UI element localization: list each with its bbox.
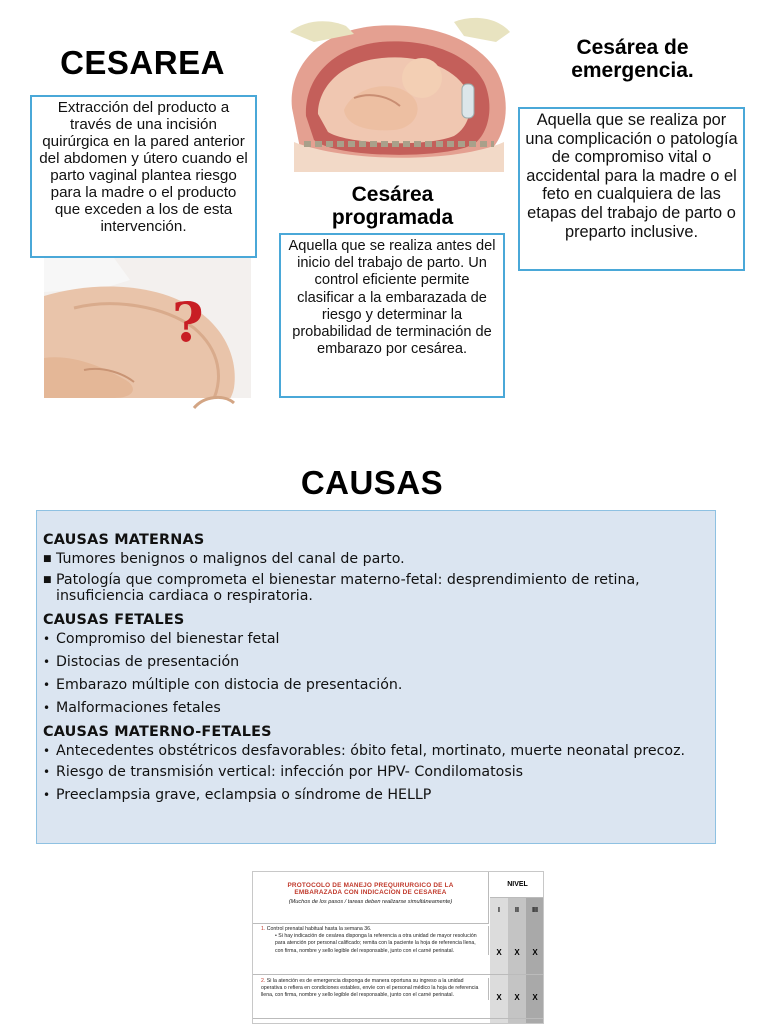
maternal-fetal-causes-heading: CAUSAS MATERNO-FETALES — [43, 724, 272, 740]
causas-title: CAUSAS — [300, 464, 444, 501]
level-column-2 — [508, 898, 526, 1023]
protocol-row-2 — [253, 978, 489, 1000]
emergency-cesarean-box — [518, 107, 745, 271]
list-item — [43, 677, 709, 693]
pregnant-belly-image — [44, 258, 251, 415]
list-item — [43, 654, 709, 670]
list-item — [43, 551, 709, 567]
row-text: Control prenatal habitual hasta la semana 36. — [266, 926, 372, 932]
level-mark: X — [514, 993, 520, 1002]
cesarea-title: CESAREA — [60, 44, 225, 81]
list-item — [43, 572, 709, 604]
protocol-table-header — [253, 872, 489, 924]
level-header: NIVEL — [490, 872, 544, 898]
row-divider — [253, 974, 544, 975]
bullet-icon: • — [43, 744, 51, 758]
protocol-title-line1: PROTOCOLO DE MANEJO PREQUIRURGICO DE LA — [287, 882, 454, 889]
scheduled-cesarean-box — [279, 233, 505, 398]
bullet-icon: • — [43, 765, 51, 779]
row-divider — [253, 1018, 544, 1019]
list-item-text: Compromiso del bienestar fetal — [56, 631, 280, 647]
bullet-icon: • — [43, 632, 51, 646]
row-bullet-text: Si hay indicación de cesárea disponga la referencia a otra unidad de mayor resolución para atención por personal calificado; remita con la paciente la hoja de referencia llena, con firma, nombre y sello legible del responsable, junto con el carné perinatal. — [275, 933, 477, 954]
list-item — [43, 743, 709, 759]
level-label: III — [532, 907, 538, 914]
maternal-causes-heading: CAUSAS MATERNAS — [43, 532, 205, 548]
row-number: 1. — [261, 926, 266, 932]
level-label: II — [515, 907, 519, 914]
list-item — [43, 764, 709, 780]
bullet-icon: • — [43, 678, 51, 692]
protocol-title-line2: EMBARAZADA CON INDICACION DE CESAREA — [294, 889, 447, 897]
scheduled-cesarean-title: Cesárea programada — [331, 183, 454, 229]
question-mark: ? — [172, 290, 204, 354]
row-text: Si la atención es de emergencia disponga de manera oportuna su ingreso a la unidad operativa o refiera en condiciones estables, envíe con el personal médico la hoja de referencia llena, con firma, nombre y sello legible del responsable, junto con el carné perinatal. — [261, 978, 479, 999]
level-mark: X — [496, 948, 502, 957]
list-item — [43, 787, 709, 803]
list-item — [43, 700, 709, 716]
list-item — [43, 631, 709, 647]
level-label: I — [498, 907, 500, 914]
causas-panel — [36, 510, 716, 844]
list-item-text: Antecedentes obstétricos desfavorables: óbito fetal, mortinato, muerte neonatal precoz. — [56, 743, 686, 759]
list-item-text: Distocias de presentación — [56, 654, 240, 670]
square-bullet-icon: ■ — [43, 554, 52, 564]
emergency-cesarean-text: Aquella que se realiza por una complicación o patología de compromiso vital o accidental para la madre o el feto en cualquiera de las etapas del trabajo de parto o preparto inclusive. — [525, 111, 738, 241]
level-column-3 — [526, 898, 544, 1023]
list-item-text: Malformaciones fetales — [56, 700, 221, 716]
level-mark: X — [532, 948, 538, 957]
level-mark: X — [496, 993, 502, 1002]
list-item-text: Patología que comprometa el bienestar materno-fetal: desprendimiento de retina, insuficiencia cardiaca o respiratoria. — [56, 572, 640, 604]
protocol-table — [252, 871, 544, 1024]
bullet-icon: • — [43, 788, 51, 802]
protocol-subtitle: (Muchos de los pasos / tareas deben realizarse simultáneamente) — [288, 898, 453, 905]
square-bullet-icon: ■ — [43, 575, 52, 585]
list-item-text: Tumores benignos o malignos del canal de parto. — [56, 551, 405, 567]
list-item-text: Riesgo de transmisión vertical: infección por HPV- Condilomatosis — [56, 764, 524, 780]
cesarea-definition-text: Extracción del producto a través de una incisión quirúrgica en la pared anterior del abdomen y útero cuando el parto vaginal plantea riesgo para la madre o el producto que exceden a los de esta intervención. — [39, 99, 248, 235]
fetal-causes-heading: CAUSAS FETALES — [43, 612, 185, 628]
scheduled-cesarean-text: Aquella que se realiza antes del inicio del trabajo de parto. Un control eficiente permite clasificar a la embarazada de riesgo y determinar la probabilidad de terminación de embarazo por cesárea. — [288, 238, 496, 358]
cesarean-illustration — [284, 12, 516, 172]
row-number: 2. — [261, 978, 266, 984]
cesarea-definition-box — [30, 95, 257, 258]
bullet-icon: • — [43, 655, 51, 669]
level-mark: X — [532, 993, 538, 1002]
protocol-row-1: 1. Control prenatal habitual hasta la semana 36. • Si hay indicación de cesárea disponga la referencia a otra unidad de mayor resolución para atención por personal calificado; remita con la paciente la hoja de referencia llena, con firma, nombre y sello legible del responsable, junto con el carné perinatal. — [253, 926, 489, 955]
bullet-icon: • — [43, 701, 51, 715]
list-item-text: Embarazo múltiple con distocia de presentación. — [56, 677, 403, 693]
level-mark: X — [514, 948, 520, 957]
emergency-cesarean-title: Cesárea de emergencia. — [571, 36, 694, 82]
level-column-1 — [490, 898, 508, 1023]
list-item-text: Preeclampsia grave, eclampsia o síndrome de HELLP — [56, 787, 432, 803]
